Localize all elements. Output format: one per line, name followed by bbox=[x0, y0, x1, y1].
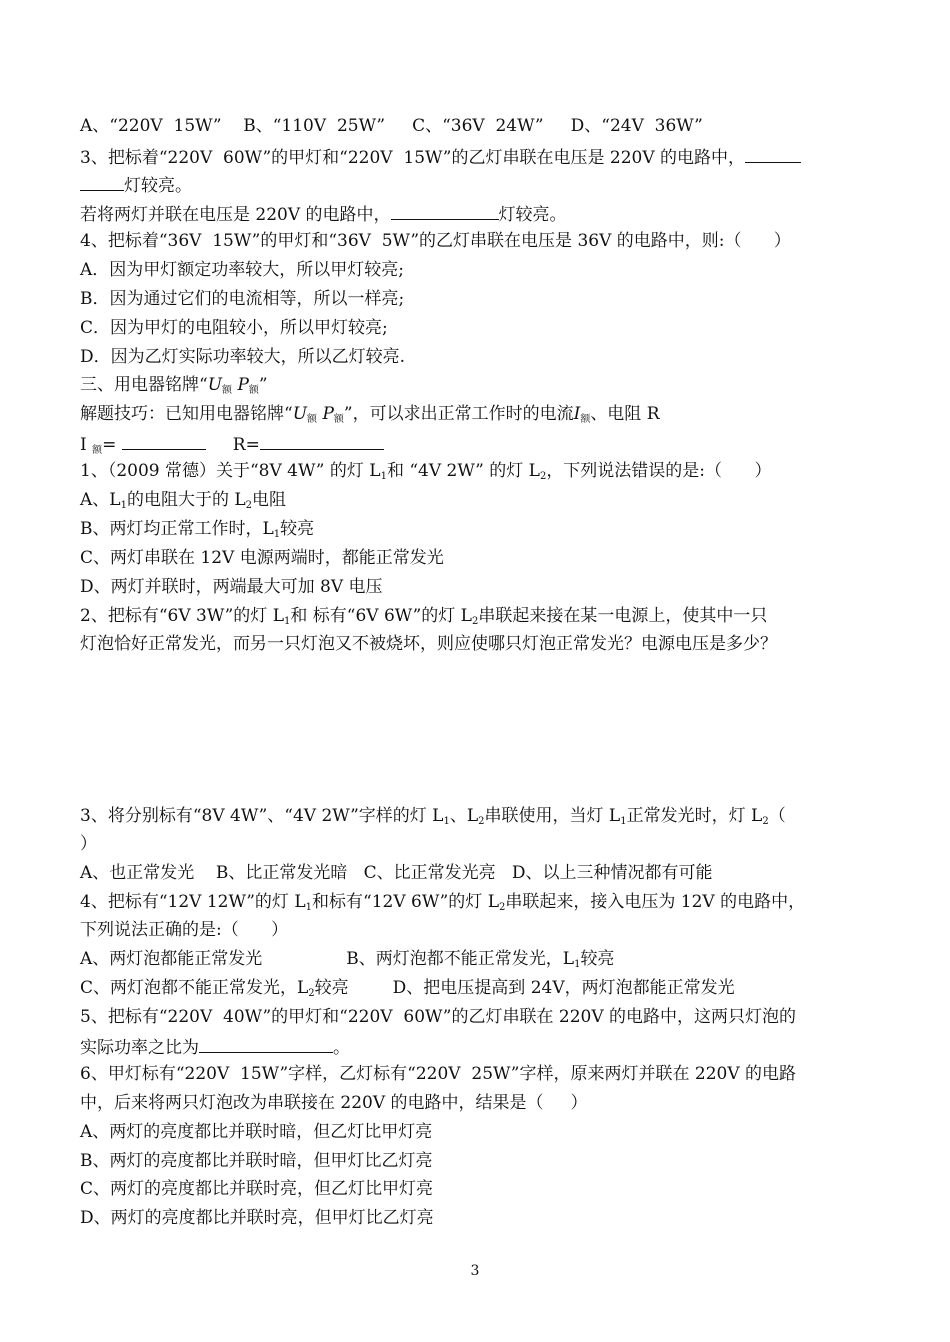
option-c: C、两灯的亮度都比并联时亮，但乙灯比甲灯亮 bbox=[80, 1179, 434, 1199]
question-3-line-1: 3、把标着“220V 60W”的甲灯和“220V 15W”的乙灯串联在电压是 220V 的电路中， bbox=[80, 145, 801, 169]
option-b: B．因为通过它们的电流相等，所以一样亮; bbox=[80, 289, 405, 309]
option-a: A、$L_1$的电阻大于的 $L_2$电阻 bbox=[80, 490, 287, 511]
blank[interactable] bbox=[260, 432, 384, 450]
question-3-line-2: ） bbox=[80, 834, 97, 854]
blank[interactable] bbox=[745, 145, 801, 163]
section-heading: 三、用电器铭牌“U额 P额” bbox=[80, 375, 268, 396]
tip-line: 解题技巧：已知用电器铭牌“U额 P额”，可以求出正常工作时的电流I额、电阻 R bbox=[80, 404, 660, 425]
question-6-line-1: 6、甲灯标有“220V 15W”字样，乙灯标有“220V 25W”字样，原来两灯并联在 220V 的电路 bbox=[80, 1064, 797, 1084]
blank[interactable] bbox=[122, 432, 206, 450]
option-c: C．因为甲灯的电阻较小，所以甲灯较亮; bbox=[80, 318, 388, 338]
question-4-options-ab: A、两灯泡都能正常发光 B、两灯泡都不能正常发光，$L_1$较亮 bbox=[80, 949, 615, 970]
choice-line-1: A、“220V 15W” B、“110V 25W” C、“36V 24W” D、“24V 36W” bbox=[80, 116, 703, 136]
blank[interactable] bbox=[199, 1035, 333, 1053]
option-d: D、两灯并联时，两端最大可加 8V 电压 bbox=[80, 577, 383, 597]
option-d: D．因为乙灯实际功率较大，所以乙灯较亮. bbox=[80, 347, 406, 367]
question-6-line-2: 中，后来将两只灯泡改为串联接在 220V 的电路中，结果是（ ） bbox=[80, 1093, 588, 1113]
question-3-line-2: 灯较亮。 bbox=[80, 173, 192, 197]
option-b: B、两灯均正常工作时，$L_1$较亮 bbox=[80, 519, 315, 540]
question-4-line-1: 4、把标有“12V 12W”的灯 $L_1$和标有“12V 6W”的灯 $L_2$串联起来，接入电压为 12V 的电路中， bbox=[80, 892, 806, 913]
option-a: A．因为甲灯额定功率较大，所以甲灯较亮; bbox=[80, 260, 405, 280]
option-c: C、两灯串联在 12V 电源两端时，都能正常发光 bbox=[80, 548, 444, 568]
formula-line: I 额= R= bbox=[80, 432, 384, 456]
page-number: 3 bbox=[470, 1263, 480, 1279]
option-d: D、两灯的亮度都比并联时亮，但甲灯比乙灯亮 bbox=[80, 1208, 434, 1228]
question-2-line-2: 灯泡恰好正常发光，而另一只灯泡又不被烧坏，则应使哪只灯泡正常发光？电源电压是多少？ bbox=[80, 634, 777, 654]
question-4: 4、把标着“36V 15W”的甲灯和“36V 5W”的乙灯串联在电压是 36V 的电路中，则:（ ） bbox=[80, 231, 791, 251]
question-5-line-2: 实际功率之比为 。 bbox=[80, 1035, 350, 1059]
question-3-line-3: 若将两灯并联在电压是 220V 的电路中， 灯较亮。 bbox=[80, 202, 567, 226]
option-b: B、两灯的亮度都比并联时暗，但甲灯比乙灯亮 bbox=[80, 1151, 433, 1171]
question-1: 1、（2009 常德）关于“8V 4W” 的灯 $L_1$和 “4V 2W” 的灯 $L_2$，下列说法错误的是:（ ） bbox=[80, 461, 772, 482]
blank[interactable] bbox=[391, 202, 499, 220]
question-2-line-1: 2、把标有“6V 3W”的灯 $L_1$和 标有“6V 6W”的灯 $L_2$串联起来接在某一电源上，使其中一只 bbox=[80, 606, 768, 627]
option-a: A、两灯的亮度都比并联时暗，但乙灯比甲灯亮 bbox=[80, 1122, 433, 1142]
question-4-line-2: 下列说法正确的是:（ ） bbox=[80, 920, 289, 940]
question-3-line-1: 3、将分别标有“8V 4W”、“4V 2W”字样的灯 $L_1$、$L_2$串联使用，当灯 $L_1$正常发光时，灯 $L_2$（ bbox=[80, 806, 786, 827]
question-5-line-1: 5、把标有“220V 40W”的甲灯和“220V 60W”的乙灯串联在 220V 的电路中，这两只灯泡的 bbox=[80, 1007, 797, 1027]
question-4-options-cd: C、两灯泡都不能正常发光，$L_2$较亮 D、把电压提高到 24V，两灯泡都能正常发光 bbox=[80, 978, 735, 999]
question-3-options: A、也正常发光 B、比正常发光暗 C、比正常发光亮 D、以上三种情况都有可能 bbox=[80, 863, 713, 883]
blank[interactable] bbox=[80, 173, 124, 191]
